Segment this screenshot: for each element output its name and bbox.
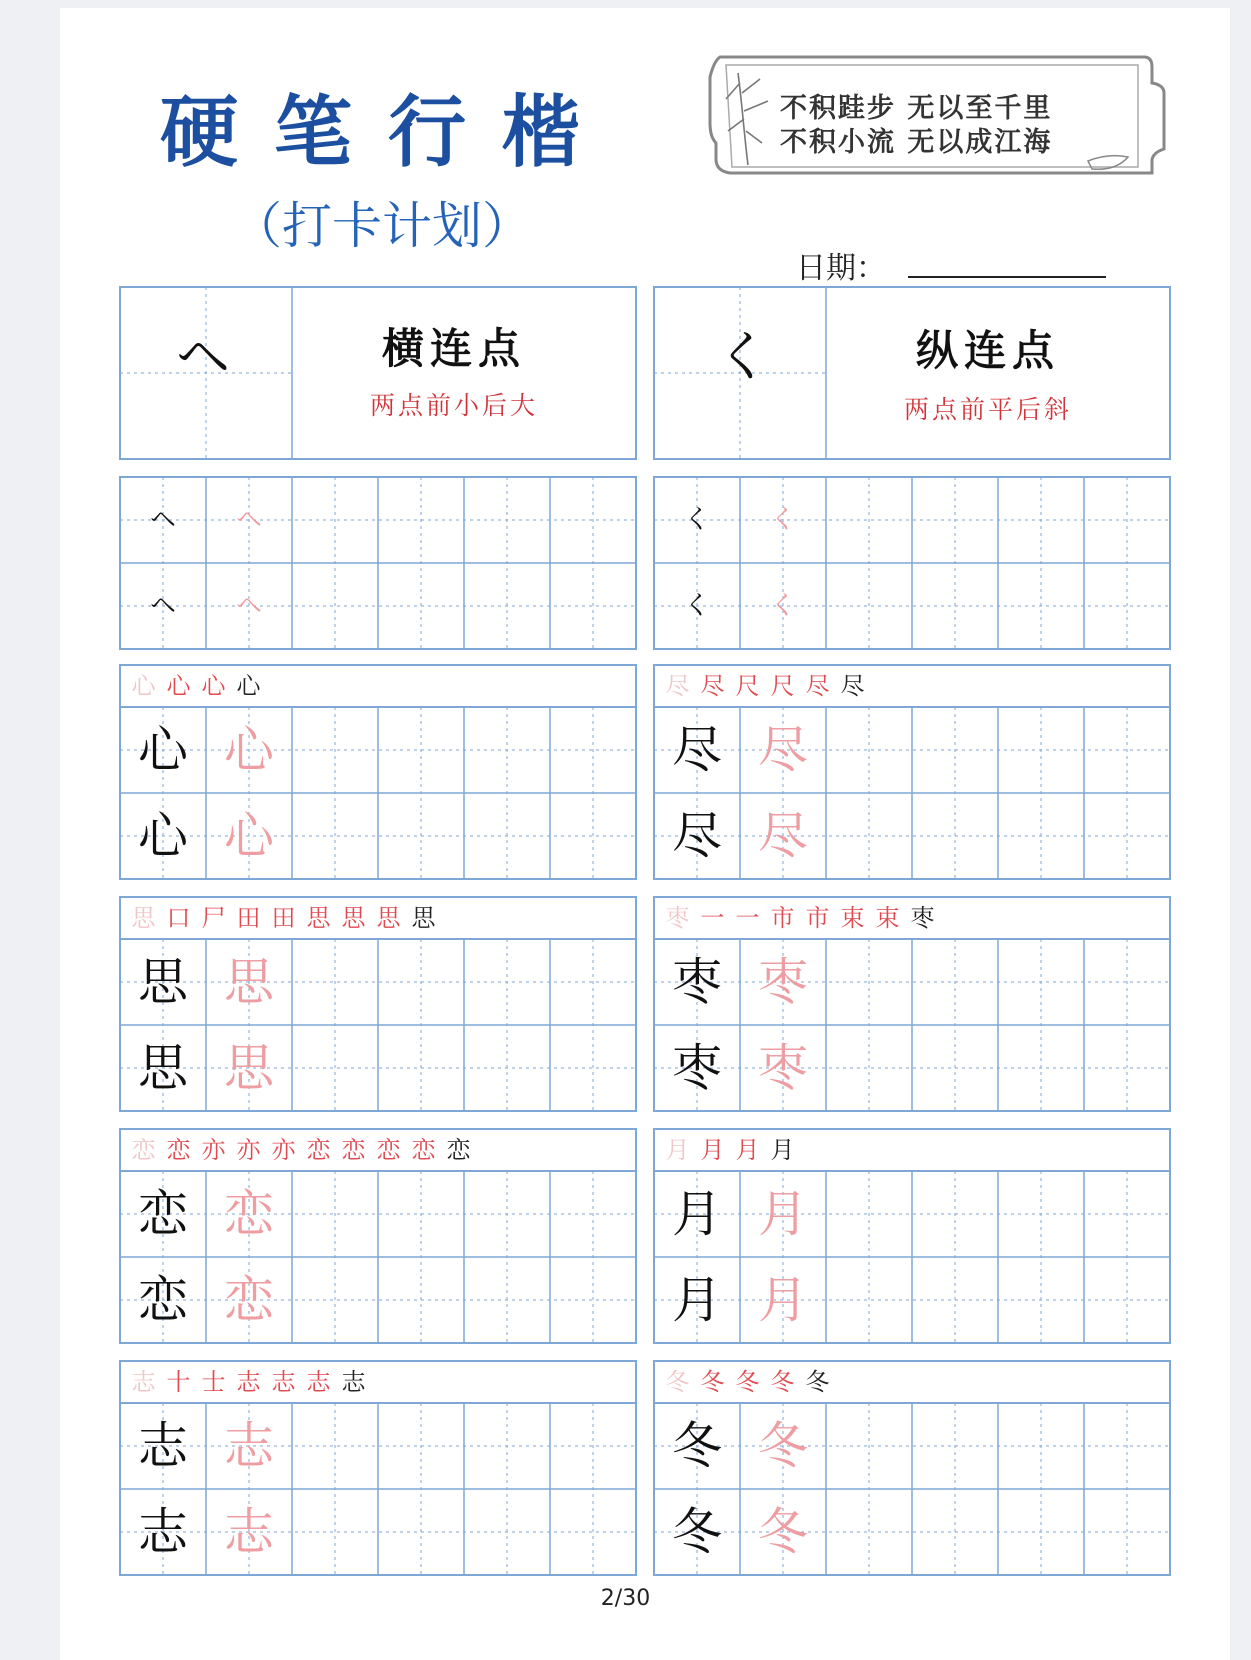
trace-character: 尽: [758, 721, 808, 779]
stroke-order-step: 心: [236, 672, 261, 700]
quote-line-1: 不积跬步 无以至千里: [780, 93, 1053, 124]
quote-line-2: 不积小流 无以成江海: [780, 127, 1053, 158]
stroke-order-step: 冬: [735, 1368, 760, 1396]
stroke-order-step: 恋: [376, 1136, 401, 1164]
stroke-glyph: ヘ: [176, 325, 230, 388]
stroke-trace-glyph: く: [769, 505, 796, 535]
stroke-order-step: 恋: [341, 1136, 366, 1164]
page-title: 硬笔行楷: [160, 87, 617, 178]
stroke-order-step: 一: [735, 904, 760, 932]
stroke-order-step: 心: [166, 672, 191, 700]
stroke-order-step: 亦: [236, 1136, 261, 1164]
model-character: 月: [672, 1271, 722, 1329]
stroke-order-step: 志: [306, 1368, 331, 1396]
stroke-order-step: 亦: [271, 1136, 296, 1164]
stroke-order-step: 枣: [910, 904, 935, 932]
stroke-name: 横连点: [382, 324, 527, 373]
model-character: 思: [138, 953, 188, 1011]
model-character: 心: [138, 807, 188, 865]
stroke-order-step: 尽: [700, 672, 725, 700]
stroke-order-step: 恋: [131, 1136, 156, 1164]
stroke-order-step: 心: [201, 672, 226, 700]
stroke-order-step: 月: [770, 1136, 795, 1164]
trace-character: 心: [224, 721, 274, 779]
stroke-model-glyph: く: [683, 591, 710, 621]
stroke-order-step: 月: [700, 1136, 725, 1164]
stroke-order-step: 志: [271, 1368, 296, 1396]
stroke-model-glyph: ヘ: [149, 505, 176, 535]
stroke-order-step: 尽: [840, 672, 865, 700]
model-character: 思: [138, 1039, 188, 1097]
trace-character: 思: [224, 953, 274, 1011]
stroke-order-step: 恋: [411, 1136, 436, 1164]
trace-character: 志: [224, 1503, 274, 1561]
stroke-order-step: 思: [131, 904, 156, 932]
trace-character: 心: [224, 807, 274, 865]
stroke-order-step: 口: [166, 904, 191, 932]
stroke-order-step: 冬: [805, 1368, 830, 1396]
stroke-order-step: 冬: [700, 1368, 725, 1396]
stroke-order-step: 恋: [166, 1136, 191, 1164]
stroke-order-step: 束: [840, 904, 865, 932]
stroke-model-glyph: ヘ: [149, 591, 176, 621]
stroke-order-step: 十: [166, 1368, 191, 1396]
stroke-order-step: 一: [700, 904, 725, 932]
stroke-order-strip: [660, 898, 940, 938]
stroke-order-step: 思: [341, 904, 366, 932]
model-character: 冬: [672, 1503, 722, 1561]
trace-character: 枣: [758, 1039, 808, 1097]
stroke-order-step: 心: [131, 672, 156, 700]
stroke-order-strip: [660, 1130, 800, 1170]
stroke-order-step: 枣: [665, 904, 690, 932]
stroke-order-step: 思: [376, 904, 401, 932]
stroke-order-step: 月: [735, 1136, 760, 1164]
stroke-order-step: 志: [341, 1368, 366, 1396]
page-subtitle: （打卡计划）: [232, 197, 532, 255]
trace-character: 思: [224, 1039, 274, 1097]
model-character: 恋: [138, 1185, 188, 1243]
trace-character: 尽: [758, 807, 808, 865]
stroke-order-step: 恋: [446, 1136, 471, 1164]
trace-character: 恋: [224, 1271, 274, 1329]
stroke-order-step: 田: [271, 904, 296, 932]
trace-character: 枣: [758, 953, 808, 1011]
stroke-order-step: 志: [236, 1368, 261, 1396]
stroke-order-step: 尺: [770, 672, 795, 700]
stroke-order-strip: [660, 1362, 835, 1402]
stroke-trace-glyph: ヘ: [235, 505, 262, 535]
stroke-order-step: 思: [306, 904, 331, 932]
stroke-order-step: 志: [131, 1368, 156, 1396]
stroke-order-strip: [126, 1362, 371, 1402]
stroke-hint: 两点前小后大: [370, 391, 539, 420]
stroke-order-step: 束: [875, 904, 900, 932]
stroke-order-step: 尽: [805, 672, 830, 700]
model-character: 志: [138, 1417, 188, 1475]
model-character: 月: [672, 1185, 722, 1243]
model-character: 心: [138, 721, 188, 779]
stroke-hint: 两点前平后斜: [904, 395, 1073, 424]
date-label: 日期：: [796, 251, 886, 286]
model-character: 枣: [672, 1039, 722, 1097]
stroke-order-step: 士: [201, 1368, 226, 1396]
model-character: 枣: [672, 953, 722, 1011]
model-character: 冬: [672, 1417, 722, 1475]
stroke-order-strip: [660, 666, 870, 706]
stroke-order-step: 冬: [665, 1368, 690, 1396]
model-character: 恋: [138, 1271, 188, 1329]
stroke-order-step: 尽: [665, 672, 690, 700]
stroke-order-step: 市: [770, 904, 795, 932]
stroke-order-step: 思: [411, 904, 436, 932]
page-indicator: 2/30: [600, 1586, 651, 1611]
stroke-order-strip: [126, 898, 441, 938]
stroke-glyph: く: [716, 325, 770, 388]
stroke-order-step: 尺: [735, 672, 760, 700]
stroke-order-step: 月: [665, 1136, 690, 1164]
trace-character: 志: [224, 1417, 274, 1475]
stroke-order-step: 尸: [201, 904, 226, 932]
stroke-order-step: 恋: [306, 1136, 331, 1164]
stroke-order-strip: [126, 1130, 476, 1170]
stroke-trace-glyph: ヘ: [235, 591, 262, 621]
trace-character: 月: [758, 1185, 808, 1243]
stroke-model-glyph: く: [683, 505, 710, 535]
model-character: 志: [138, 1503, 188, 1561]
stroke-order-step: 市: [805, 904, 830, 932]
trace-character: 冬: [758, 1503, 808, 1561]
stroke-order-strip: [126, 666, 266, 706]
stroke-order-step: 冬: [770, 1368, 795, 1396]
stroke-order-step: 亦: [201, 1136, 226, 1164]
stroke-trace-glyph: く: [769, 591, 796, 621]
trace-character: 恋: [224, 1185, 274, 1243]
model-character: 尽: [672, 721, 722, 779]
trace-character: 月: [758, 1271, 808, 1329]
stroke-name: 纵连点: [916, 326, 1061, 375]
stroke-order-step: 田: [236, 904, 261, 932]
trace-character: 冬: [758, 1417, 808, 1475]
model-character: 尽: [672, 807, 722, 865]
